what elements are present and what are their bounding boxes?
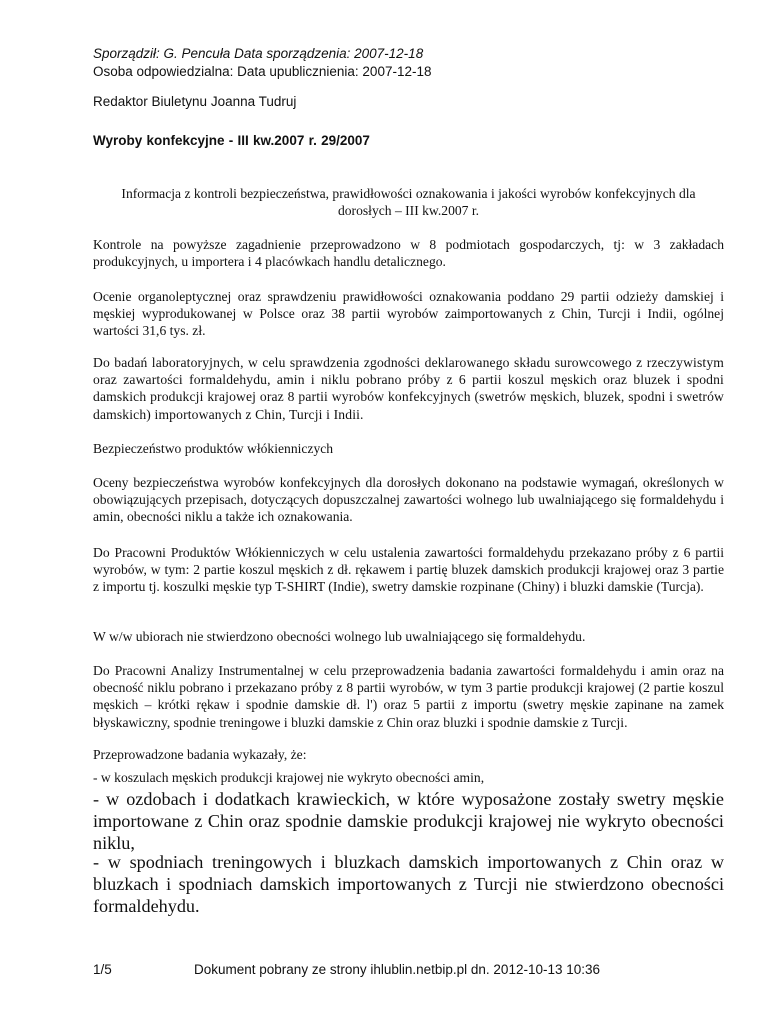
- document-title: Wyroby konfekcyjne - III kw.2007 r. 29/2007: [93, 133, 370, 148]
- paragraph-laboratory: Do badań laboratoryjnych, w celu sprawdzenia zgodności deklarowanego składu surowcowego z rzeczywistym oraz zawartości formaldehydu, amin i niklu pobrano próby z 6 partii koszul męskich oraz bluzek i spodni damskich produkcji krajowej oraz 8 partii wyrobów konfekcyjnych (swetrów męskich, bluzek, spodni i swetrów damskich) importowanych z Chin, Turcji i Indii.: [93, 355, 724, 422]
- paragraph-instrumental-lab: Do Pracowni Analizy Instrumentalnej w celu przeprowadzenia badania zawartości formaldehydu i amin oraz na obecność niklu pobrano i przekazano próby z 8 partii wyrobów, w tym 3 partie produkcji krajowej (2 partie koszul męskich – krótki rękaw i spodnie damskie dł. l') oraz 5 partii z importu (swetry męskie zapinane na zamek błyskawiczny, spodnie treningowe i bluzki damskie z Chin oraz bluzki i spodnie damskie z Turcji.: [93, 663, 724, 730]
- paragraph-results-intro: Przeprowadzone badania wykazały, że:: [93, 747, 307, 762]
- responsible-person-line: Osoba odpowiedzialna: Data upublicznienia: 2007-12-18: [93, 64, 432, 79]
- result-bullet-nickel: - w ozdobach i dodatkach krawieckich, w które wyposażone zostały swetry męskie importowane z Chin oraz spodnie damskie produkcji krajowej nie wykryto obecności niklu,: [93, 789, 724, 854]
- result-bullet-amines: - w koszulach męskich produkcji krajowej nie wykryto obecności amin,: [93, 770, 485, 785]
- page-number: 1/5: [93, 962, 112, 977]
- paragraph-no-formaldehyde: W w/w ubiorach nie stwierdzono obecności wolnego lub uwalniającego się formaldehydu.: [93, 629, 586, 644]
- prepared-by-line: Sporządził: G. Pencuła Data sporządzenia: 2007-12-18: [93, 46, 424, 61]
- download-source-note: Dokument pobrany ze strony ihlublin.netbip.pl dn. 2012-10-13 10:36: [194, 962, 601, 977]
- editor-line: Redaktor Biuletynu Joanna Tudruj: [93, 94, 297, 109]
- report-title: Informacja z kontroli bezpieczeństwa, prawidłowości oznakowania i jakości wyrobów konfekcyjnych dla dorosłych – III kw.2007 r.: [121, 186, 696, 219]
- paragraph-inspections: Kontrole na powyższe zagadnienie przeprowadzono w 8 podmiotach gospodarczych, tj: w 3 zakładach produkcyjnych, u importera i 4 placówkach handlu detalicznego.: [93, 237, 724, 270]
- paragraph-organoleptic: Ocenie organoleptycznej oraz sprawdzeniu prawidłowości oznakowania poddano 29 partii odzieży damskiej i męskiej wyprodukowanej w Polsce oraz 38 partii wyrobów zaimportowanych z Chin, Turcji i Indii, ogólnej wartości 31,6 tys. zł.: [93, 289, 724, 339]
- section-heading: Bezpieczeństwo produktów włókienniczych: [93, 441, 334, 456]
- paragraph-safety-assessment: Oceny bezpieczeństwa wyrobów konfekcyjnych dla dorosłych dokonano na podstawie wymagań, określonych w obowiązujących przepisach, dotyczących dopuszczalnej zawartości wolnego lub uwalniającego się formaldehydu i amin, obecności niklu a także ich oznakowania.: [93, 475, 724, 525]
- paragraph-textile-lab: Do Pracowni Produktów Włókienniczych w celu ustalenia zawartości formaldehydu przekazano próby z 6 partii wyrobów, w tym: 2 partie koszul męskich z dł. rękawem i partię bluzek damskich produkcji krajowej oraz 3 partie z importu tj. koszulki męskie typ T-SHIRT (Indie), swetry damskie rozpinane (Chiny) i bluzki damskie (Turcja).: [93, 545, 724, 595]
- result-bullet-formaldehyde: - w spodniach treningowych i bluzkach damskich importowanych z Chin oraz w bluzkach i spodniach damskich importowanych z Turcji nie stwierdzono obecności formaldehydu.: [93, 852, 724, 917]
